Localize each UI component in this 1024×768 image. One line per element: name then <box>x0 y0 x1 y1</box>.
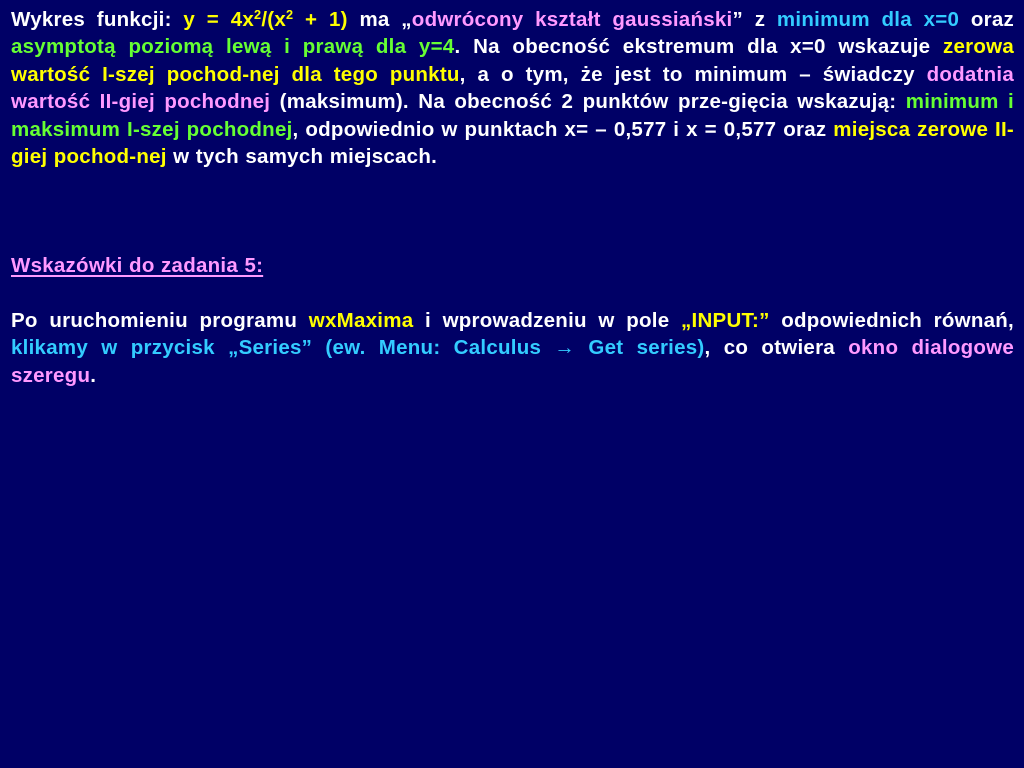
text-span: , odpowiednio w punktach x= – 0,577 i x = 0,577 oraz <box>292 117 834 141</box>
text-span: . Na obecność ekstremum dla x=0 wskazuje <box>454 35 944 59</box>
text-span: , a o tym, że jest to minimum – świadczy <box>459 62 927 86</box>
highlight-yellow: wxMaxima <box>308 308 414 332</box>
formula-part: + 1) <box>293 8 348 31</box>
hints-heading <box>11 252 1014 279</box>
exponent: 2 <box>254 7 262 23</box>
text-span: Wykres funkcji: <box>11 8 184 31</box>
highlight-yellow: miejsca zerowe II-giej pochod-nej <box>11 117 1014 169</box>
text-span: Po uruchomieniu programu <box>11 308 309 332</box>
exponent: 2 <box>286 7 294 23</box>
highlight-pink: okno dialogowe szeregu <box>11 336 1014 387</box>
highlight-pink: dodatnia wartość II-giej pochodnej <box>11 62 1014 114</box>
text-span: , co otwiera <box>704 336 849 360</box>
text-span: w tych samych miejscach. <box>166 145 438 169</box>
highlight-cyan: minimum dla x=0 <box>776 8 960 31</box>
text-span: ma „ <box>347 8 412 31</box>
instructions-paragraph <box>11 307 1014 389</box>
text-span: . <box>90 363 97 387</box>
formula-part: /(x <box>261 8 287 31</box>
text-span: (maksimum). Na obecność 2 punktów prze-gięcia wskazują: <box>270 90 906 114</box>
highlight-yellow: „INPUT:” <box>681 308 770 332</box>
highlight-yellow: zerowa wartość I-szej pochod-nej dla tego punktu <box>11 35 1015 86</box>
highlight-green: minimum i maksimum I-szej pochodnej <box>11 90 1014 141</box>
text-span: ” z <box>732 8 777 31</box>
formula-part: y = 4x <box>183 8 254 31</box>
text-span: i wprowadzeniu w pole <box>413 308 682 332</box>
highlight-green: asymptotą poziomą lewą i prawą dla y=4 <box>11 35 455 59</box>
text-span: odpowiednich równań, <box>769 308 1014 332</box>
function-formula <box>183 8 347 31</box>
function-description-paragraph <box>11 6 1014 170</box>
text-span: oraz <box>959 8 1014 31</box>
hints-heading-text: Wskazówki do zadania 5: <box>11 254 264 278</box>
highlight-pink: odwrócony kształt gaussiański <box>411 8 733 31</box>
highlight-cyan: klikamy w przycisk „Series” (ew. Menu: Calculus → Get series) <box>11 336 705 360</box>
